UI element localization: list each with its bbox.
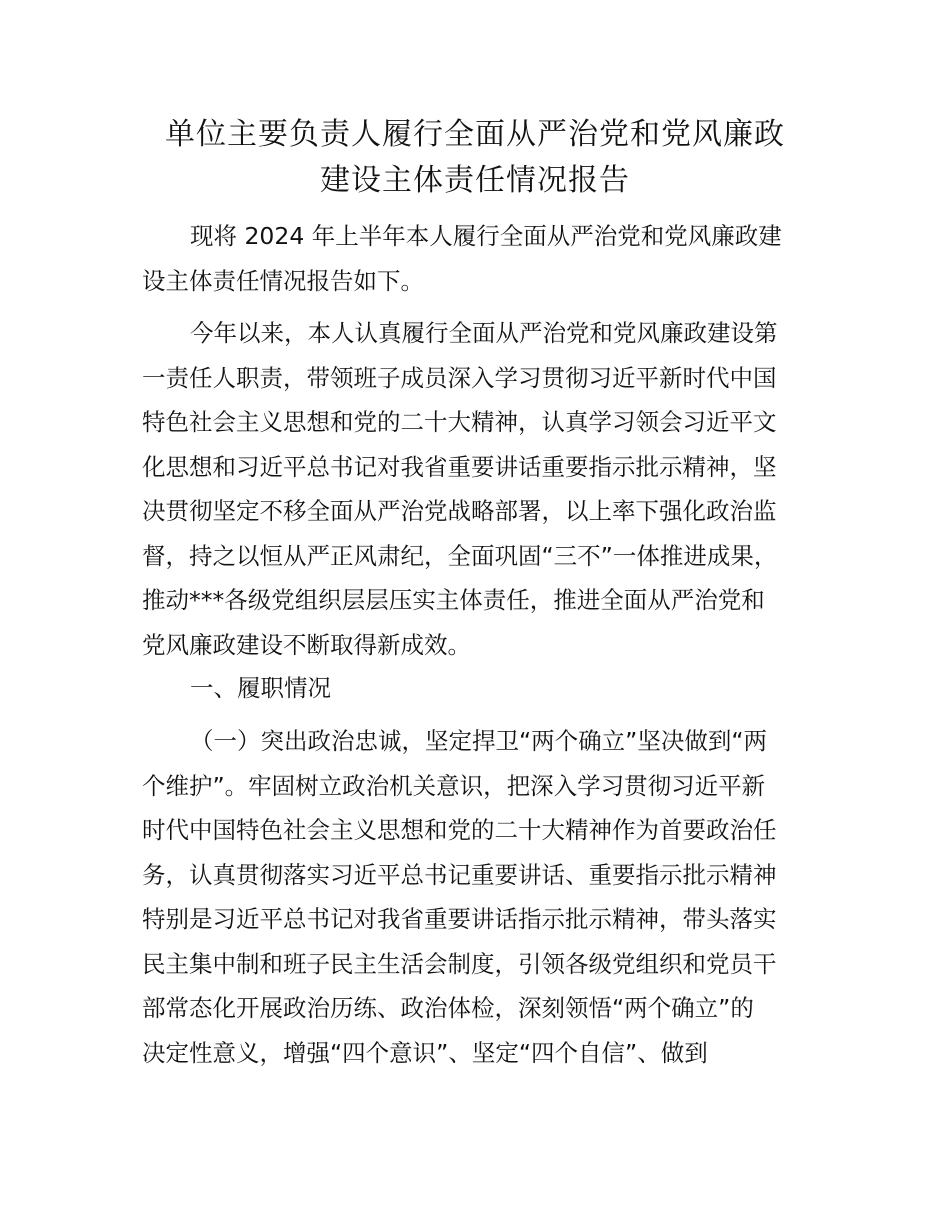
paragraph-line: 党风廉政建设不断取得新成效。: [142, 630, 471, 659]
paragraph-line: 决贯彻坚定不移全面从严治党战略部署，以上率下强化政治监: [142, 497, 777, 525]
paragraph-line: 化思想和习近平总书记对我省重要讲话重要指示批示精神，坚: [142, 452, 777, 481]
paragraph-line: 特别是习近平总书记对我省重要讲话指示批示精神，带头落实: [142, 905, 777, 933]
paragraph-line: 推动***各级党组织层层压实主体责任，推进全面从严治党和: [142, 586, 765, 614]
paragraph-political-loyalty: [142, 719, 822, 1075]
paragraph-line: 决定性意义，增强“四个意识”、坚定“四个自信”、做到: [142, 1038, 708, 1067]
paragraph-line: 个维护”。牢固树立政治机关意识，把深入学习贯彻习近平新: [142, 771, 766, 800]
paragraph-line: 特色社会主义思想和党的二十大精神，认真学习领会习近平文: [142, 408, 777, 436]
paragraph-line: 设主体责任情况报告如下。: [142, 266, 424, 295]
document-title-line-2: 建设主体责任情况报告: [320, 163, 630, 198]
paragraph-line: 时代中国特色社会主义思想和党的二十大精神作为首要政治任: [142, 816, 777, 844]
paragraph-line: 一责任人职责，带领班子成员深入学习贯彻习近平新时代中国: [142, 363, 777, 392]
paragraph-overview: [142, 311, 822, 667]
paragraph-intro: [142, 214, 822, 303]
paragraph-line: 现将 2024 年上半年本人履行全面从严治党和党风廉政建: [190, 222, 782, 250]
paragraph-line: 今年以来，本人认真履行全面从严治党和党风廉政建设第: [190, 319, 778, 347]
section-heading: [142, 666, 822, 711]
paragraph-line: 部常态化开展政治历练、政治体检，深刻领悟“两个确立”的: [142, 994, 754, 1022]
document-title-line-1: 单位主要负责人履行全面从严治党和党风廉政: [165, 117, 785, 152]
paragraph-line: 民主集中制和班子民主生活会制度，引领各级党组织和党员干: [142, 949, 777, 978]
paragraph-line: （一）突出政治忠诚，坚定捍卫“两个确立”坚决做到“两: [190, 727, 768, 755]
paragraph-line: 督，持之以恒从严正风肃纪，全面巩固“三不”一体推进成果，: [142, 541, 778, 570]
paragraph-line: 务，认真贯彻落实习近平总书记重要讲话、重要指示批示精神: [142, 860, 777, 889]
section-heading-text: 一、履职情况: [190, 674, 331, 702]
